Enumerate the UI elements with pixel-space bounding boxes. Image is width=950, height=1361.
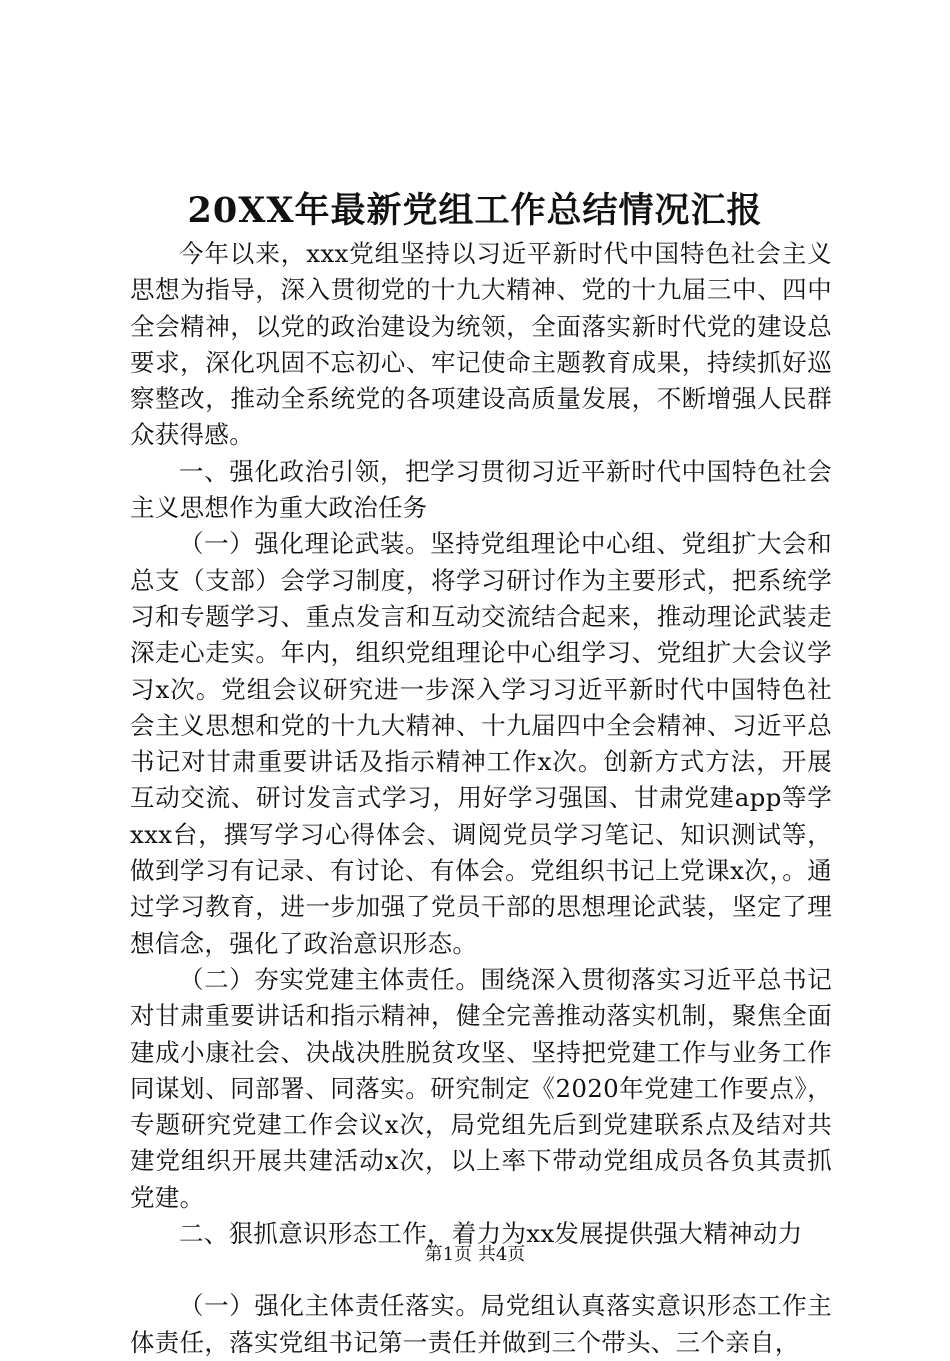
- subsection-paragraph-1-2: （二）夯实党建主体责任。围绕深入贯彻落实习近平总书记对甘肃重要讲话和指示精神，健全完善推动落实机制，聚焦全面建成小康社会、决战决胜脱贫攻坚、坚持把党建工作与业务工作同谋划、同部署、同落实。研究制定《2020年党建工作要点》，专题研究党建工作会议x次，局党组先后到党建联系点及结对共建党组织开展共建活动x次，以上率下带动党组成员各负其责抓党建。: [130, 964, 832, 1212]
- page-number-footer: 第1页 共4页: [424, 1244, 526, 1265]
- subsection-paragraph-2-1: （一）强化主体责任落实。局党组认真落实意识形态工作主体责任，落实党组书记第一责任并做到三个带头、三个亲自，: [130, 1291, 832, 1357]
- subsection-paragraph-1-1: （一）强化理论武装。坚持党组理论中心组、党组扩大会和总支（支部）会学习制度，将学习研讨作为主要形式，把系统学习和专题学习、重点发言和互动交流结合起来，推动理论武装走深走心走实。年内，组织党组理论中心组学习、党组扩大会议学习x次。党组会议研究进一步深入学习习近平新时代中国特色社会主义思想和党的十九大精神、十九届四中全会精神、习近平总书记对甘肃重要讲话及指示精神工作x次。创新方式方法，开展互动交流、研讨发言式学习，用好学习强国、甘肃党建app等学xxx台，撰写学习心得体会、调阅党员学习笔记、知识测试等，做到学习有记录、有讨论、有体会。党组织书记上党课x次，。通过学习教育，进一步加强了党员干部的思想理论武装，坚定了理想信念，强化了政治意识形态。: [130, 529, 832, 958]
- section-heading-2: 二、狠抓意识形态工作，着力为xx发展提供强大精神动力: [179, 1219, 803, 1249]
- section-heading-1: 一、强化政治引领，把学习贯彻习近平新时代中国特色社会主义思想作为重大政治任务: [130, 456, 832, 523]
- intro-paragraph: 今年以来，xxx党组坚持以习近平新时代中国特色社会主义思想为指导，深入贯彻党的十九大精神、党的十九届三中、四中全会精神，以党的政治建设为统领，全面落实新时代党的建设总要求，深化巩固不忘初心、牢记使命主题教育成果，持续抓好巡察整改，推动全系统党的各项建设高质量发展，不断增强人民群众获得感。: [130, 239, 832, 450]
- document-body: [130, 236, 832, 1361]
- document-title: 20XX年最新党组工作总结情况汇报: [187, 190, 763, 231]
